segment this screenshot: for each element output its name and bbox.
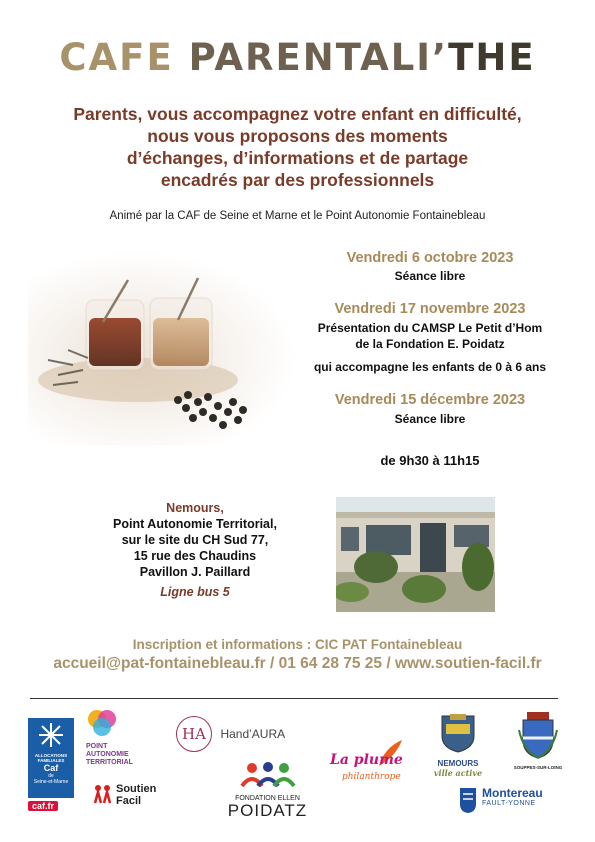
poidatz-people-icon <box>238 762 298 790</box>
poidatz-logo: FONDATION ELLEN POIDATZ <box>220 762 315 822</box>
event-2 <box>285 301 575 375</box>
title-word-2: PARENTALI’ <box>188 36 449 79</box>
event-line: Séance libre <box>394 412 466 426</box>
montereau-crest-icon <box>458 786 478 814</box>
address-block <box>90 500 300 600</box>
event-line: qui accompagne les enfants de 0 à 6 ans <box>313 360 547 374</box>
building-photo <box>336 497 495 612</box>
intro-line: encadrés par des professionnels <box>160 170 435 190</box>
nemours-crest-icon <box>438 712 478 754</box>
inscription-text: Inscription et informations : CIC PAT Fontainebleau <box>132 637 463 652</box>
address-line: 15 rue des Chaudins <box>133 549 257 563</box>
event-date: Vendredi 17 novembre 2023 <box>334 301 526 317</box>
page-title <box>0 36 595 79</box>
event-3 <box>285 392 575 427</box>
intro-text <box>20 103 575 191</box>
address-line: sur le site du CH Sud 77, <box>121 533 269 547</box>
hours-text: de 9h30 à 11h15 <box>380 453 480 468</box>
intro-line: Parents, vous accompagnez votre enfant en difficulté, <box>73 104 522 124</box>
souppes-crest-icon <box>517 710 559 760</box>
pat-logo: POINT AUTONOMIE TERRITORIAL <box>86 708 166 778</box>
caf-logo: ALLOCATIONS FAMILIALES Caf de Seine-et-Marne caf.fr <box>28 718 74 818</box>
address-line: Pavillon J. Paillard <box>139 565 251 579</box>
event-date: Vendredi 6 octobre 2023 <box>346 250 514 266</box>
event-line: de la Fondation E. Poidatz <box>355 337 505 351</box>
soutien-facil-logo: Soutien Facil <box>92 783 162 823</box>
contact-text: accueil@pat-fontainebleau.fr / 01 64 28 75 25 / www.soutien-facil.fr <box>53 655 542 672</box>
soutien-people-icon <box>92 783 114 805</box>
address-line: Point Autonomie Territorial, <box>113 517 277 531</box>
snowflake-icon <box>38 722 64 748</box>
handaura-logo: HA Hand’AURA <box>176 716 306 756</box>
event-1 <box>285 250 575 284</box>
intro-line: nous vous proposons des moments <box>147 126 448 146</box>
title-word-3: THE <box>448 36 536 79</box>
animated-by-text: Animé par la CAF de Seine et Marne et le Point Autonomie Fontainebleau <box>109 210 486 222</box>
pat-emblem-icon <box>86 708 118 738</box>
tea-cups-photo <box>28 250 298 445</box>
event-line: Séance libre <box>394 269 466 283</box>
hours <box>285 453 575 469</box>
montereau-logo: Montereau FAULT-YONNE <box>458 786 568 820</box>
bus-line: Ligne bus 5 <box>160 585 230 599</box>
event-line: Présentation du CAMSP Le Petit d’Hom <box>317 321 543 335</box>
event-date: Vendredi 15 décembre 2023 <box>334 392 526 408</box>
nemours-logo: NEMOURS ville active <box>428 712 488 782</box>
souppes-logo: SOUPPES-SUR-LOING <box>508 710 568 780</box>
title-word-1: CAFE <box>59 36 174 79</box>
la-plume-logo: La plume philanthrope <box>330 738 410 798</box>
handaura-monogram: HA <box>176 716 212 752</box>
intro-line: d’échanges, d’informations et de partage <box>126 148 469 168</box>
separator-line <box>30 698 558 699</box>
address-city: Nemours, <box>166 501 224 515</box>
